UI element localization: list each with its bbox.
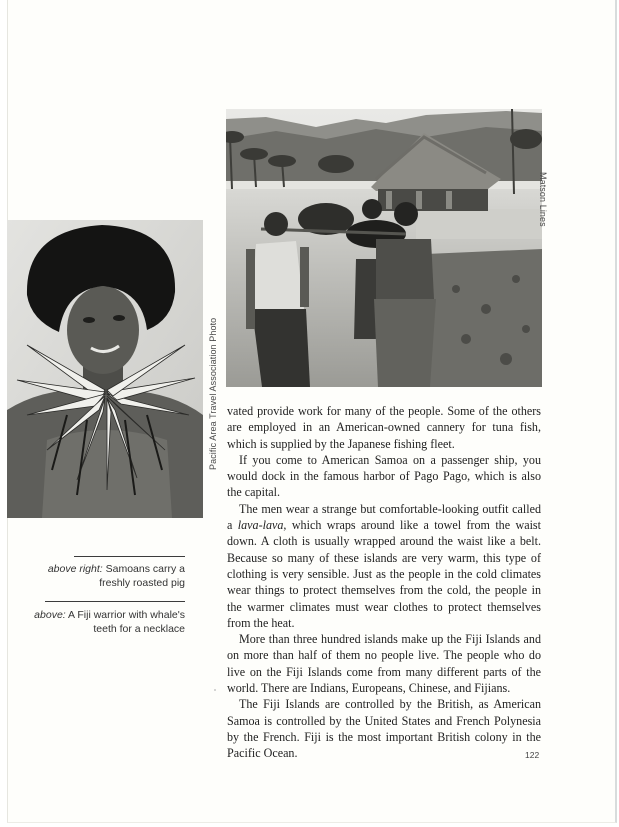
- caption-samoans: [15, 562, 185, 590]
- caption-lead: above:: [34, 609, 66, 621]
- caption-text: Samoans carry a freshly roasted pig: [99, 563, 185, 589]
- photo-credit-pacific-area-travel-association: Pacific Area Travel Association Photo: [208, 317, 218, 470]
- text-run: The men wear a strange but comfortable-looking outfit called a: [227, 501, 541, 533]
- paragraph-lava-lava: [227, 501, 541, 631]
- paragraph-continued: vated provide work for many of the people. Some of the others are employed in an American-owned cannery for tuna fish, which is supplied by the Japanese fishing fleet.: [227, 404, 541, 451]
- term-lava-lava: lava-lava: [237, 518, 284, 533]
- caption-text: A Fiji warrior with whale's teeth for a necklace: [65, 609, 185, 635]
- text-run: , which wraps around like a towel from the waist down. A cloth is usually wrapped around the waist like a belt. Because so many of these islands are very warm, this type of clothing is very sensible. Just as the people in the cold climates wear things to protect themselves from the cold, the people in the warmer climates must wear clothes to protect themselves from the heat.: [227, 518, 541, 630]
- warrior-photo-image: [7, 220, 203, 518]
- paragraph-fiji-islands: More than three hundred islands make up the Fiji Islands and on more than half of them no people live. The people who do live on the Fiji Islands come from many different parts of the world. There are Indians, Europeans, Chinese, and Fijians.: [227, 632, 541, 696]
- body-text: [227, 403, 541, 762]
- page-number: 122: [525, 750, 540, 760]
- caption-rule: [45, 601, 185, 602]
- samoans-photo-image: [226, 109, 542, 387]
- photo-samoans-carrying-pig: [226, 109, 542, 387]
- photo-fiji-warrior: [7, 220, 203, 518]
- caption-warrior: [15, 608, 185, 636]
- print-speck: [214, 689, 216, 691]
- caption-rule: [74, 556, 185, 557]
- paragraph-pago-pago: If you come to American Samoa on a passenger ship, you would dock in the famous harbor of Pago Pago, which is also the capital.: [227, 452, 541, 500]
- caption-lead: above right:: [47, 563, 103, 575]
- photo-credit-matson-lines: Matson Lines: [538, 172, 548, 227]
- paragraph-british-control: The Fiji Islands are controlled by the British, as American Samoa is controlled by the United States and French Polynesia by the French. Fiji is the most important British colony in the Pacific Ocean.: [227, 697, 541, 761]
